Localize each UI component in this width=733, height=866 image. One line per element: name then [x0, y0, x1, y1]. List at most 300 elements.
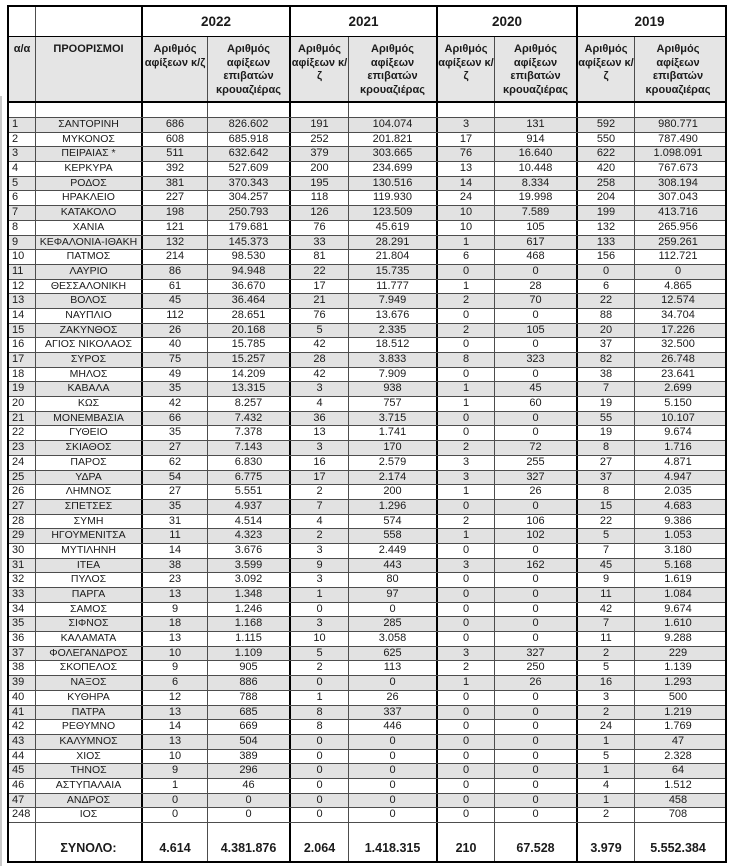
arrivals-2020-cell: 2: [438, 661, 495, 675]
passengers-2022-cell: 7.143: [208, 441, 291, 455]
arrivals-2022-cell: 511: [143, 147, 208, 161]
arrivals-2020-cell: 0: [438, 764, 495, 778]
total-arrivals-2021: 2.064: [291, 835, 349, 861]
arrivals-2019-cell: 156: [578, 250, 635, 264]
passengers-2022-cell: 3.599: [208, 559, 291, 573]
passengers-2022-cell: 1.168: [208, 617, 291, 631]
passengers-2021-cell: 574: [349, 515, 438, 529]
passengers-2019-cell: 64: [671, 764, 685, 777]
arrivals-2021-cell: 76: [291, 309, 349, 323]
passengers-2021-cell: 1.741: [349, 426, 438, 440]
destination-cell: ΣΙΦΝΟΣ: [36, 617, 143, 631]
year-header-2022: 2022: [143, 7, 291, 36]
arrivals-2019-cell: 258: [578, 177, 635, 191]
table-row: [9, 456, 725, 471]
passengers-2022-cell: 685.918: [208, 133, 291, 147]
arrivals-2020-cell: 17: [438, 133, 495, 147]
destination-cell: ΣΠΕΤΣΕΣ: [36, 500, 143, 514]
row-index-cell: 27: [9, 500, 36, 514]
passengers-2022-cell: 1.115: [208, 632, 291, 646]
destination-cell: ΖΑΚΥΝΘΟΣ: [36, 324, 143, 338]
passengers-2022-cell: 3.676: [208, 544, 291, 558]
year-header-2019: 2019: [634, 14, 665, 29]
arrivals-2019-cell: 199: [578, 206, 635, 220]
destination-cell: ΚΥΘΗΡΑ: [36, 691, 143, 705]
arrivals-2019-cell: 4: [578, 779, 635, 793]
arrivals-2019-cell: 45: [578, 559, 635, 573]
passengers-2019-cell: 708: [668, 808, 688, 821]
passengers-2021-cell: 285: [349, 617, 438, 631]
arrivals-2020-cell: 24: [438, 191, 495, 205]
arrivals-2021-cell: 10: [291, 632, 349, 646]
arrivals-2022-cell: 381: [143, 177, 208, 191]
arrivals-2020-cell: 0: [438, 720, 495, 734]
destination-cell: ΚΕΡΚΥΡΑ: [36, 162, 143, 176]
arrivals-2020-cell: 0: [438, 544, 495, 558]
arrivals-2019-cell: 15: [578, 500, 635, 514]
arrivals-2020-cell: 2: [438, 441, 495, 455]
table-row: [9, 250, 725, 265]
passengers-2022-cell: 389: [208, 750, 291, 764]
passengers-2021-cell: 303.665: [349, 147, 438, 161]
destination-cell: ΚΑΛΥΜΝΟΣ: [36, 735, 143, 749]
arrivals-2022-cell: 14: [143, 720, 208, 734]
passengers-2019-cell: 413.716: [658, 206, 698, 219]
passengers-2019-cell: 1.084: [664, 588, 692, 600]
row-index-cell: 37: [9, 647, 36, 661]
passengers-2020-cell: 162: [495, 559, 578, 573]
arrivals-2022-cell: 13: [143, 588, 208, 602]
passengers-2022-cell: 632.642: [208, 147, 291, 161]
column-header-arrivals-2021: Αριθμός αφίξεων κ/ζ: [291, 37, 349, 101]
table-row: [9, 265, 725, 280]
passengers-2022-cell: 36.464: [208, 294, 291, 308]
arrivals-2022-cell: 27: [143, 441, 208, 455]
arrivals-2019-cell: 3: [578, 691, 635, 705]
arrivals-2021-cell: 8: [291, 720, 349, 734]
passengers-2019-cell: 2.328: [664, 749, 692, 762]
passengers-2022-cell: 94.948: [208, 265, 291, 279]
arrivals-2019-cell: 204: [578, 191, 635, 205]
passengers-2021-cell: 170: [349, 441, 438, 455]
passengers-2020-cell: 0: [495, 808, 578, 822]
passengers-2022-cell: 6.830: [208, 456, 291, 470]
row-index-cell: 15: [9, 324, 36, 338]
passengers-2021-cell: 1.296: [349, 500, 438, 514]
row-index-cell: 20: [9, 397, 36, 411]
arrivals-2022-cell: 608: [143, 133, 208, 147]
destination-cell: ΛΑΥΡΙΟ: [36, 265, 143, 279]
passengers-2022-cell: 296: [208, 764, 291, 778]
row-index-cell: 22: [9, 426, 36, 440]
arrivals-2022-cell: 49: [143, 368, 208, 382]
table-row: [9, 647, 725, 662]
arrivals-2022-cell: 23: [143, 573, 208, 587]
spacer-cell: [635, 823, 721, 835]
destination-cell: ΣΑΜΟΣ: [36, 603, 143, 617]
table-row: [9, 750, 725, 765]
passengers-2022-cell: 28.651: [208, 309, 291, 323]
passengers-2022-cell: 4.323: [208, 529, 291, 543]
spacer-cell: [208, 103, 291, 117]
arrivals-2022-cell: 61: [143, 280, 208, 294]
arrivals-2022-cell: 0: [143, 794, 208, 808]
column-header-passengers-2019: Αριθμός αφίξεων επιβατών κρουαζιέρας: [645, 43, 711, 96]
arrivals-2019-cell: 1: [578, 735, 635, 749]
destination-cell: ΠΑΡΟΣ: [36, 456, 143, 470]
row-index-cell: 1: [9, 118, 36, 132]
table-row: [9, 221, 725, 236]
arrivals-2021-cell: 2: [291, 661, 349, 675]
arrivals-2021-cell: 17: [291, 280, 349, 294]
table-row: [9, 676, 725, 691]
table-row: [9, 500, 725, 515]
column-header-arrivals-2022: Αριθμός αφίξεων κ/ζ: [143, 37, 208, 101]
passengers-2020-cell: 45: [495, 382, 578, 396]
row-index-cell: 45: [9, 764, 36, 778]
arrivals-2022-cell: 26: [143, 324, 208, 338]
passengers-2019-cell: 1.716: [664, 441, 692, 454]
arrivals-2022-cell: 9: [143, 764, 208, 778]
destination-cell: ΠΑΤΡΑ: [36, 706, 143, 720]
total-label: ΣΥΝΟΛΟ:: [36, 835, 143, 861]
destination-cell: ΒΟΛΟΣ: [36, 294, 143, 308]
arrivals-2021-cell: 0: [291, 779, 349, 793]
destination-cell: ΠΑΡΓΑ: [36, 588, 143, 602]
passengers-2020-cell: 16.640: [495, 147, 578, 161]
destination-cell: ΡΟΔΟΣ: [36, 177, 143, 191]
total-arrivals-2019: 3.979: [578, 835, 635, 861]
passengers-2020-cell: 0: [495, 338, 578, 352]
row-index-cell: 12: [9, 280, 36, 294]
spacer-cell: [9, 823, 36, 835]
passengers-2019-cell: 1.139: [664, 661, 692, 674]
column-header-destinations: ΠΡΟΟΡΙΣΜΟΙ: [36, 37, 143, 101]
arrivals-2019-cell: 37: [578, 471, 635, 485]
passengers-2022-cell: 8.257: [208, 397, 291, 411]
passengers-2022-cell: 46: [208, 779, 291, 793]
passengers-2019-cell: 112.721: [658, 250, 698, 263]
arrivals-2022-cell: 86: [143, 265, 208, 279]
arrivals-2022-cell: 121: [143, 221, 208, 235]
table-row: [9, 118, 725, 133]
destination-cell: ΓΥΘΕΙΟ: [36, 426, 143, 440]
arrivals-2022-cell: 132: [143, 236, 208, 250]
passengers-2020-cell: 0: [495, 265, 578, 279]
arrivals-2020-cell: 1: [438, 236, 495, 250]
row-index-cell: 2: [9, 133, 36, 147]
passengers-2019-cell: 9.386: [664, 514, 692, 527]
arrivals-2019-cell: 42: [578, 603, 635, 617]
arrivals-2019-cell: 22: [578, 515, 635, 529]
arrivals-2019-cell: 5: [578, 661, 635, 675]
passengers-2021-cell: 0: [349, 603, 438, 617]
passengers-2020-cell: 468: [495, 250, 578, 264]
passengers-2022-cell: 4.514: [208, 515, 291, 529]
destination-cell: ΣΚΟΠΕΛΟΣ: [36, 661, 143, 675]
arrivals-2020-cell: 2: [438, 515, 495, 529]
column-header-index: α/α: [9, 37, 36, 101]
arrivals-2021-cell: 0: [291, 750, 349, 764]
arrivals-2020-cell: 0: [438, 588, 495, 602]
table-row: [9, 191, 725, 206]
passengers-2022-cell: 669: [208, 720, 291, 734]
arrivals-2021-cell: 3: [291, 617, 349, 631]
passengers-2020-cell: 0: [495, 544, 578, 558]
arrivals-2022-cell: 227: [143, 191, 208, 205]
spacer-cell: [291, 823, 349, 835]
arrivals-2022-cell: 31: [143, 515, 208, 529]
header-destinations-spacer: [36, 7, 143, 36]
destination-cell: ΚΑΒΑΛΑ: [36, 382, 143, 396]
passengers-2020-cell: 8.334: [495, 177, 578, 191]
arrivals-2019-cell: 0: [578, 265, 635, 279]
arrivals-2022-cell: 14: [143, 544, 208, 558]
row-index-cell: 29: [9, 529, 36, 543]
table-row: [9, 485, 725, 500]
passengers-2021-cell: 2.335: [349, 324, 438, 338]
destination-cell: ΝΑΥΠΛΙΟ: [36, 309, 143, 323]
row-index-cell: 43: [9, 735, 36, 749]
spacer-cell: [578, 823, 635, 835]
arrivals-2019-cell: 5: [578, 750, 635, 764]
table-row: [9, 706, 725, 721]
passengers-2020-cell: 0: [495, 500, 578, 514]
arrivals-2022-cell: 198: [143, 206, 208, 220]
arrivals-2019-cell: 1: [578, 764, 635, 778]
passengers-2021-cell: 3.833: [349, 353, 438, 367]
passengers-2021-cell: 201.821: [349, 133, 438, 147]
row-index-cell: 16: [9, 338, 36, 352]
passengers-2021-cell: 45.619: [349, 221, 438, 235]
arrivals-2019-cell: 22: [578, 294, 635, 308]
arrivals-2021-cell: 3: [291, 573, 349, 587]
total-spacer-row: [9, 823, 725, 835]
passengers-2022-cell: 788: [208, 691, 291, 705]
passengers-2022-cell: 527.609: [208, 162, 291, 176]
passengers-2020-cell: 19.998: [495, 191, 578, 205]
passengers-2020-cell: 26: [495, 676, 578, 690]
arrivals-2020-cell: 10: [438, 221, 495, 235]
arrivals-2021-cell: 21: [291, 294, 349, 308]
arrivals-2019-cell: 9: [578, 573, 635, 587]
passengers-2021-cell: 0: [349, 676, 438, 690]
arrivals-2021-cell: 36: [291, 412, 349, 426]
table-header-years-row: [9, 7, 725, 37]
arrivals-2020-cell: 0: [438, 632, 495, 646]
arrivals-2021-cell: 22: [291, 265, 349, 279]
table-body: [9, 118, 725, 823]
column-header-arrivals-2020: Αριθμός αφίξεων κ/ζ: [438, 37, 495, 101]
header-index-spacer: [9, 7, 36, 36]
passengers-2021-cell: 11.777: [349, 280, 438, 294]
arrivals-2020-cell: 0: [438, 691, 495, 705]
table-header-columns-row: [9, 37, 725, 103]
passengers-2019-cell: 1.053: [664, 529, 692, 542]
table-row: [9, 426, 725, 441]
passengers-2021-cell: 26: [349, 691, 438, 705]
arrivals-2021-cell: 0: [291, 808, 349, 822]
passengers-2020-cell: 0: [495, 691, 578, 705]
passengers-2021-cell: 0: [349, 808, 438, 822]
passengers-2021-cell: 0: [349, 794, 438, 808]
passengers-2022-cell: 826.602: [208, 118, 291, 132]
passengers-2021-cell: 625: [349, 647, 438, 661]
passengers-2019-cell: 229: [668, 646, 688, 659]
passengers-2020-cell: 102: [495, 529, 578, 543]
passengers-2019-cell: 4.947: [664, 470, 692, 483]
arrivals-2021-cell: 252: [291, 133, 349, 147]
passengers-2019-cell: 4.865: [664, 279, 692, 292]
total-passengers-2019: 5.552.384: [650, 841, 706, 855]
arrivals-2019-cell: 16: [578, 676, 635, 690]
passengers-2020-cell: 255: [495, 456, 578, 470]
table-row: [9, 280, 725, 295]
row-index-cell: 4: [9, 162, 36, 176]
row-index-cell: 41: [9, 706, 36, 720]
arrivals-2022-cell: 66: [143, 412, 208, 426]
table-row: [9, 412, 725, 427]
passengers-2022-cell: 145.373: [208, 236, 291, 250]
table-row: [9, 324, 725, 339]
table-row: [9, 382, 725, 397]
arrivals-2019-cell: 38: [578, 368, 635, 382]
arrivals-2019-cell: 5: [578, 529, 635, 543]
passengers-2019-cell: 500: [668, 690, 688, 703]
arrivals-2019-cell: 55: [578, 412, 635, 426]
arrivals-2020-cell: 0: [438, 338, 495, 352]
passengers-2020-cell: 0: [495, 750, 578, 764]
arrivals-2021-cell: 16: [291, 456, 349, 470]
passengers-2019-cell: 3.180: [664, 543, 692, 556]
arrivals-2020-cell: 1: [438, 676, 495, 690]
arrivals-2019-cell: 2: [578, 647, 635, 661]
passengers-2020-cell: 26: [495, 485, 578, 499]
row-index-cell: 47: [9, 794, 36, 808]
passengers-2019-cell: 9.288: [664, 632, 692, 645]
passengers-2021-cell: 15.735: [349, 265, 438, 279]
arrivals-2021-cell: 42: [291, 368, 349, 382]
passengers-2019-cell: 307.043: [658, 191, 698, 204]
arrivals-2022-cell: 11: [143, 529, 208, 543]
table-row: [9, 338, 725, 353]
passengers-2020-cell: 0: [495, 309, 578, 323]
destination-cell: ΙΤΕΑ: [36, 559, 143, 573]
total-index-spacer: [9, 835, 36, 861]
table-row: [9, 588, 725, 603]
spacer-cell: [143, 823, 208, 835]
total-passengers-2022: 4.381.876: [208, 835, 291, 861]
year-header-2021: 2021: [291, 7, 438, 36]
passengers-2019-cell: 0: [674, 264, 682, 277]
row-index-cell: 248: [9, 808, 36, 822]
column-header-arrivals-2019: Αριθμός αφίξεων κ/ζ: [578, 37, 635, 101]
row-index-cell: 5: [9, 177, 36, 191]
passengers-2019-cell: 26.748: [661, 353, 695, 365]
arrivals-2022-cell: 112: [143, 309, 208, 323]
arrivals-2020-cell: 0: [438, 750, 495, 764]
arrivals-2021-cell: 7: [291, 500, 349, 514]
passengers-2022-cell: 370.343: [208, 177, 291, 191]
arrivals-2022-cell: 214: [143, 250, 208, 264]
arrivals-2022-cell: 75: [143, 353, 208, 367]
arrivals-2022-cell: 10: [143, 647, 208, 661]
passengers-2021-cell: 0: [349, 779, 438, 793]
row-index-cell: 9: [9, 236, 36, 250]
arrivals-2021-cell: 5: [291, 324, 349, 338]
table-row: [9, 720, 725, 735]
arrivals-2020-cell: 14: [438, 177, 495, 191]
arrivals-2020-cell: 1: [438, 485, 495, 499]
spacer-cell: [349, 823, 438, 835]
row-index-cell: 24: [9, 456, 36, 470]
arrivals-2020-cell: 0: [438, 426, 495, 440]
passengers-2019-cell: 34.704: [661, 308, 695, 321]
column-header-passengers-2022: Αριθμός αφίξεων επιβατών κρουαζιέρας: [208, 37, 291, 101]
arrivals-2019-cell: 8: [578, 441, 635, 455]
arrivals-2021-cell: 5: [291, 647, 349, 661]
arrivals-2020-cell: 1: [438, 280, 495, 294]
row-index-cell: 14: [9, 309, 36, 323]
arrivals-2019-cell: 420: [578, 162, 635, 176]
row-index-cell: 10: [9, 250, 36, 264]
table-row: [9, 617, 725, 632]
arrivals-2021-cell: 195: [291, 177, 349, 191]
passengers-2019-cell: 9.674: [664, 602, 692, 615]
arrivals-2020-cell: 6: [438, 250, 495, 264]
passengers-2021-cell: 234.699: [349, 162, 438, 176]
table-row: [9, 177, 725, 192]
passengers-2020-cell: 60: [495, 397, 578, 411]
arrivals-2021-cell: 4: [291, 515, 349, 529]
arrivals-2019-cell: 1: [578, 794, 635, 808]
table-row: [9, 603, 725, 618]
passengers-2021-cell: 200: [349, 485, 438, 499]
passengers-2019-cell: 4.683: [664, 499, 692, 512]
arrivals-2022-cell: 13: [143, 735, 208, 749]
row-index-cell: 11: [9, 265, 36, 279]
arrivals-2019-cell: 27: [578, 456, 635, 470]
passengers-2022-cell: 250.793: [208, 206, 291, 220]
passengers-2021-cell: 18.512: [349, 338, 438, 352]
passengers-2021-cell: 123.509: [349, 206, 438, 220]
row-index-cell: 39: [9, 676, 36, 690]
passengers-2019-cell: 767.673: [658, 162, 698, 175]
arrivals-2020-cell: 0: [438, 808, 495, 822]
destination-cell: ΚΕΦΑΛΟΝΙΑ-ΙΘΑΚΗ: [36, 236, 143, 250]
destination-cell: ΜΗΛΟΣ: [36, 368, 143, 382]
table-row: [9, 147, 725, 162]
arrivals-2022-cell: 38: [143, 559, 208, 573]
passengers-2022-cell: 886: [208, 676, 291, 690]
table-row: [9, 529, 725, 544]
row-index-cell: 21: [9, 412, 36, 426]
passengers-2019-cell: 47: [671, 734, 685, 747]
arrivals-2020-cell: 0: [438, 309, 495, 323]
row-index-cell: 36: [9, 632, 36, 646]
spacer-cell: [9, 103, 36, 117]
destination-cell: ΚΑΛΑΜΑΤΑ: [36, 632, 143, 646]
spacer-cell: [438, 103, 495, 117]
row-index-cell: 3: [9, 147, 36, 161]
table-row: [9, 515, 725, 530]
destination-cell: ΘΕΣΣΑΛΟΝΙΚΗ: [36, 280, 143, 294]
table-row: [9, 573, 725, 588]
passengers-2019-cell: 1.512: [664, 778, 692, 791]
arrivals-2021-cell: 0: [291, 764, 349, 778]
row-index-cell: 25: [9, 471, 36, 485]
arrivals-2020-cell: 0: [438, 735, 495, 749]
